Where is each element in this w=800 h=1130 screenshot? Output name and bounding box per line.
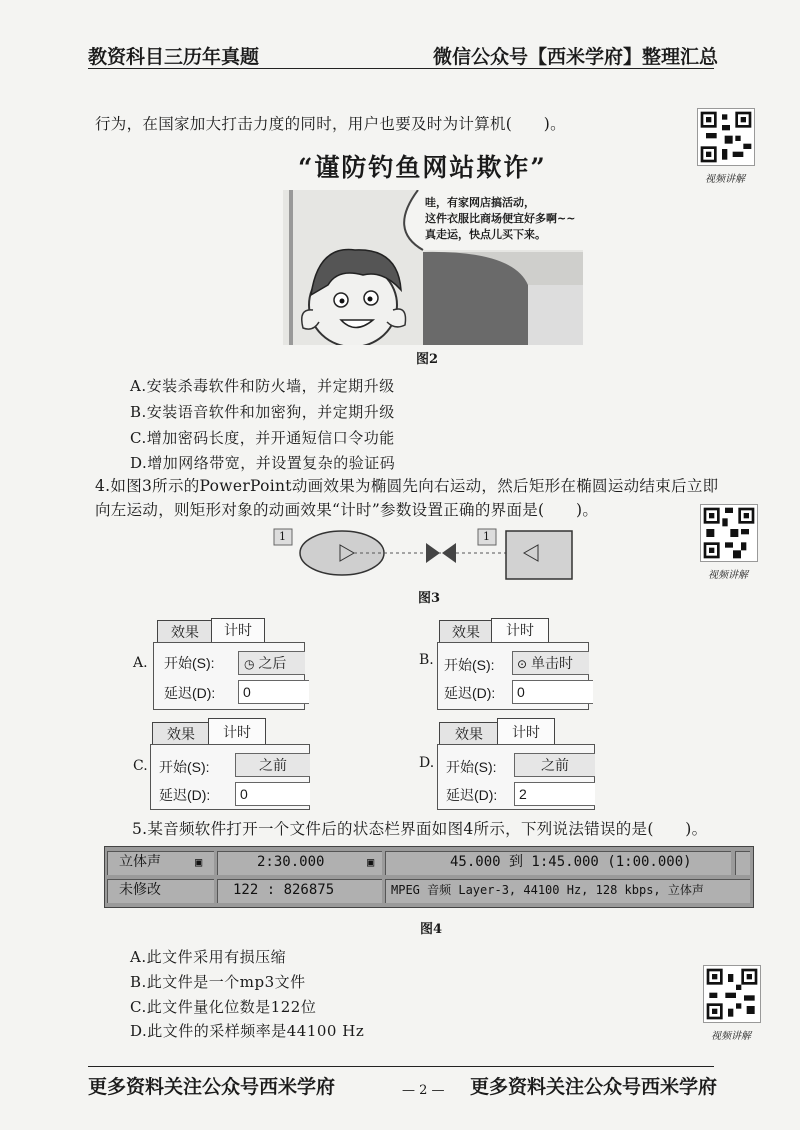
header-left: 教资科目三历年真题 <box>88 46 260 68</box>
q3-option-a: A.安装杀毒软件和防火墙，并定期升级 <box>130 377 395 395</box>
start-select[interactable]: 之前 <box>235 753 310 777</box>
tab-timing[interactable]: 计时 <box>208 718 266 745</box>
start-label: 开始(S): <box>444 657 495 673</box>
fig2-title: “谨防钓鱼网站欺诈” <box>298 153 547 182</box>
modify-state: 未修改 <box>119 882 161 898</box>
mouse-icon: ⊙ <box>517 657 528 671</box>
qr-label: 视频讲解 <box>711 1031 751 1042</box>
start-value: 之后 <box>258 655 287 671</box>
q3-stem-tail: 行为，在国家加大打击力度的同时，用户也要及时为计算机( )。 <box>95 115 566 133</box>
timing-panel-b <box>437 620 587 710</box>
clock-icon: ◷ <box>244 657 255 671</box>
start-select[interactable]: 之前 <box>514 753 595 777</box>
footer-rule <box>88 1066 714 1067</box>
qr-code-icon <box>700 504 758 562</box>
delay-input[interactable]: 0 <box>235 782 310 806</box>
start-label: 开始(S): <box>159 759 210 775</box>
q5-option-d: D.此文件的采样频率是44100 Hz <box>130 1022 365 1040</box>
tab-effect[interactable]: 效果 <box>152 722 210 745</box>
delay-label: 延迟(D): <box>164 685 216 701</box>
delay-input[interactable]: 0 <box>238 680 309 704</box>
option-d-letter: D. <box>419 755 435 771</box>
fig4-caption: 图4 <box>420 922 443 937</box>
start-label: 开始(S): <box>164 655 215 671</box>
option-a-letter: A. <box>133 655 148 671</box>
delay-label: 延迟(D): <box>446 787 498 803</box>
timing-panel-d <box>437 718 593 810</box>
cursor-position: 122 : 826875 <box>233 882 335 898</box>
q5-option-b: B.此文件是一个mp3文件 <box>130 973 306 991</box>
tab-timing[interactable]: 计时 <box>211 618 265 643</box>
qr-label: 视频讲解 <box>708 570 748 581</box>
delay-input[interactable]: 0 <box>512 680 593 704</box>
bubble-line-2: 这件衣服比商场便宜好多啊~~ <box>425 212 576 225</box>
header-right: 微信公众号【西米学府】整理汇总 <box>433 46 719 68</box>
qr-code-icon <box>703 965 761 1023</box>
header-rule <box>88 68 714 69</box>
page-number: — 2 — <box>402 1083 445 1098</box>
start-label: 开始(S): <box>446 759 497 775</box>
footer-left: 更多资料关注公众号西米学府 <box>88 1076 336 1098</box>
bubble-line-3: 真走运，快点儿买下来。 <box>425 228 546 241</box>
total-time: 2:30.000 <box>257 854 325 870</box>
option-c-letter: C. <box>133 758 148 774</box>
timing-panel-c <box>150 718 308 810</box>
start-select[interactable] <box>238 651 305 675</box>
start-select[interactable] <box>512 651 589 675</box>
selection-range: 45.000 到 1:45.000 (1:00.000) <box>450 854 692 870</box>
q5-option-a: A.此文件采用有损压缩 <box>130 948 287 966</box>
time-format-icon[interactable]: ▣ <box>367 855 375 869</box>
q3-option-d: D.增加网络带宽，并设置复杂的验证码 <box>130 454 396 472</box>
tab-timing[interactable]: 计时 <box>497 718 555 745</box>
option-b-letter: B. <box>419 652 434 668</box>
q5-stem: 5.某音频软件打开一个文件后的状态栏界面如图4所示，下列说法错误的是( )。 <box>132 820 708 838</box>
tab-effect[interactable]: 效果 <box>157 620 213 643</box>
fig3-caption: 图3 <box>418 591 441 606</box>
qr-label: 视频讲解 <box>705 174 745 185</box>
q5-option-c: C.此文件量化位数是122位 <box>130 998 317 1016</box>
start-value: 单击时 <box>530 655 573 671</box>
ellipse-tag: 1 <box>279 530 286 543</box>
footer-right: 更多资料关注公众号西米学府 <box>470 1076 718 1098</box>
q3-option-c: C.增加密码长度，并开通短信口令功能 <box>130 429 395 447</box>
channel-mode: 立体声 <box>119 854 161 870</box>
q4-stem-line1: 4.如图3所示的PowerPoint动画效果为椭圆先向右运动，然后矩形在椭圆运动结束后立即 <box>95 477 719 495</box>
rect-tag: 1 <box>483 530 490 543</box>
file-format: MPEG 音频 Layer-3, 44100 Hz, 128 kbps, 立体声 <box>391 883 704 897</box>
tab-effect[interactable]: 效果 <box>439 722 499 745</box>
tab-effect[interactable]: 效果 <box>439 620 493 643</box>
fig2-caption: 图2 <box>416 352 439 367</box>
mode-dropdown-icon[interactable]: ▣ <box>195 855 203 869</box>
audio-status-bar <box>104 846 754 908</box>
q3-option-b: B.安装语音软件和加密狗，并定期升级 <box>130 403 395 421</box>
qr-code-icon <box>697 108 755 166</box>
delay-label: 延迟(D): <box>444 685 496 701</box>
timing-panel-a <box>153 620 303 710</box>
bubble-line-1: 哇，有家网店搞活动， <box>425 196 535 209</box>
delay-input[interactable]: 2 <box>514 782 595 806</box>
q4-stem-line2: 向左运动，则矩形对象的动画效果“计时”参数设置正确的界面是( )。 <box>95 501 599 519</box>
fig2-speech-bubble <box>425 195 575 243</box>
delay-label: 延迟(D): <box>159 787 211 803</box>
fig3-animation-diagram <box>270 525 590 585</box>
tab-timing[interactable]: 计时 <box>491 618 549 643</box>
